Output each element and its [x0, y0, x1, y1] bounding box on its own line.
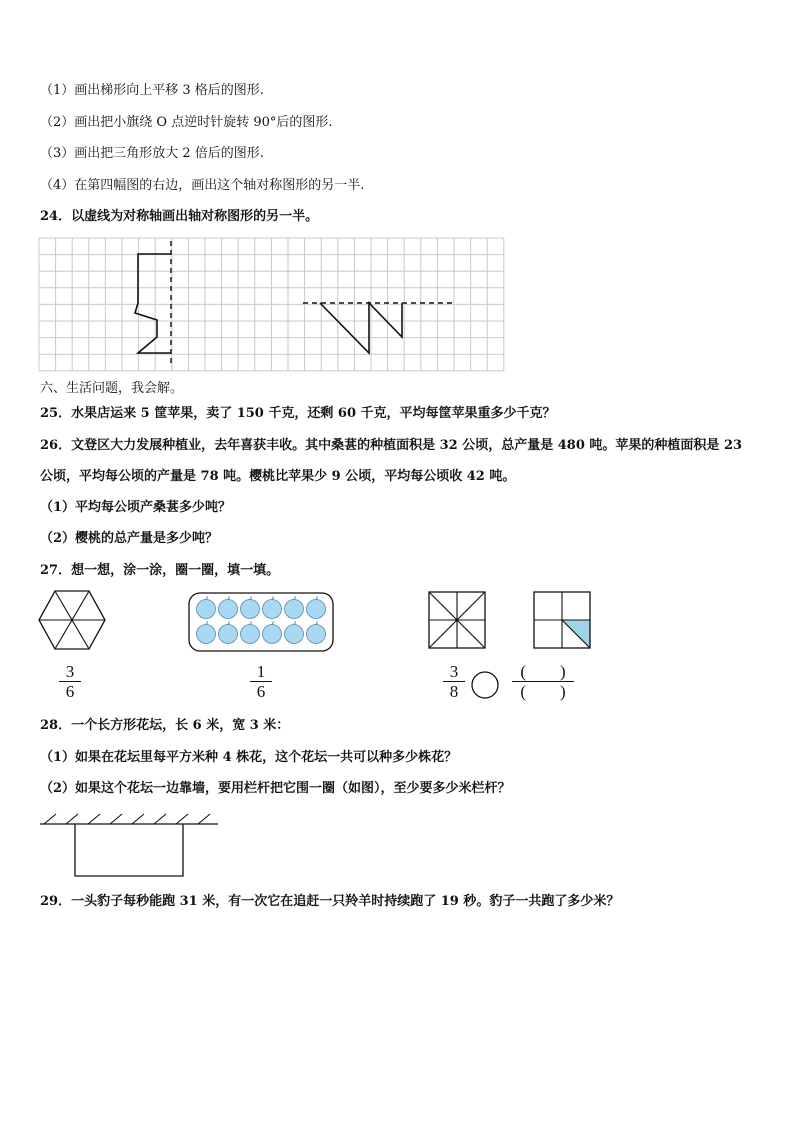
q26-sub2: （2）樱桃的总产量是多少吨？ [40, 531, 219, 546]
q27-prompt: 27．想一想，涂一涂，圈一圈，填一填。 [40, 563, 280, 578]
fraction-square [443, 663, 465, 700]
q23-sub4: （4）在第四幅图的右边，画出这个轴对称图形的另一半. [40, 178, 365, 193]
q28-prompt: 28．一个长方形花坛，长 6 米，宽 3 米： [40, 718, 290, 733]
right-half-figure [320, 303, 402, 353]
fraction-numerator: 3 [65, 662, 75, 681]
fraction-apples [250, 663, 272, 700]
apple-icon [307, 622, 326, 644]
q26-line1: 26．文登区大力发展种植业，去年喜获丰收。其中桑葚的种植面积是 32 公顷，总产量是 480 吨。苹果的种植面积是 23 [40, 438, 743, 453]
apple-icon [241, 597, 260, 619]
q24-prompt: 24．以虚线为对称轴画出轴对称图形的另一半。 [40, 209, 319, 224]
q23-sub3: （3）画出把三角形放大 2 倍后的图形. [40, 146, 264, 161]
section-title: 六、生活问题，我会解。 [40, 381, 184, 396]
fraction-denominator: 6 [65, 682, 75, 701]
wall-hatch-icon [44, 814, 210, 824]
q28-sub2: （2）如果这个花坛一边靠墙，要用栏杆把它围一圈（如图），至少要多少米栏杆？ [40, 781, 511, 796]
apple-box [188, 592, 334, 652]
circle-compare-icon[interactable] [470, 670, 500, 700]
fraction-hexagon [59, 663, 81, 700]
q23-sub2: （2）画出把小旗绕 O 点逆时针旋转 90°后的图形. [40, 115, 333, 130]
apple-icon [263, 622, 282, 644]
left-half-figure [135, 254, 171, 353]
q23-sub1: （1）画出梯形向上平移 3 格后的图形. [40, 83, 264, 98]
apple-icon [197, 597, 216, 619]
q29-prompt: 29．一头豹子每秒能跑 31 米，有一次它在追赶一只羚羊时持续跑了 19 秒。豹子一共跑了多少米？ [40, 894, 620, 909]
fraction-numerator: 3 [449, 662, 459, 681]
square-eighths [428, 591, 486, 649]
symmetry-grid [38, 237, 503, 372]
q28-sub1: （1）如果在花坛里每平方米种 4 株花，这个花坛一共可以种多少株花？ [40, 750, 458, 765]
blank-numerator[interactable]: ( ) [520, 662, 566, 681]
apple-icon [197, 622, 216, 644]
q25-prompt: 25．水果店运来 5 筐苹果，卖了 150 千克，还剩 60 千克，平均每筐苹果重多少千克？ [40, 406, 556, 421]
wall-flowerbed-figure [38, 812, 220, 878]
apple-icon [285, 622, 304, 644]
square-quarters-shaded [533, 591, 591, 649]
apple-icon [263, 597, 282, 619]
apple-icon [219, 597, 238, 619]
fraction-numerator: 1 [256, 662, 266, 681]
apple-icon [241, 622, 260, 644]
apple-icon [219, 622, 238, 644]
apple-icon [307, 597, 326, 619]
q26-sub1: （1）平均每公顷产桑葚多少吨？ [40, 500, 232, 515]
fraction-blank[interactable] [512, 663, 574, 700]
blank-denominator[interactable]: ( ) [520, 682, 566, 701]
hexagon-figure [38, 589, 106, 651]
q26-line2: 公顷，平均每公顷的产量是 78 吨。樱桃比苹果少 9 公顷，平均每公顷收 42 吨。 [40, 469, 516, 484]
fraction-denominator: 6 [256, 682, 266, 701]
fraction-denominator: 8 [449, 682, 459, 701]
apple-icon [285, 597, 304, 619]
